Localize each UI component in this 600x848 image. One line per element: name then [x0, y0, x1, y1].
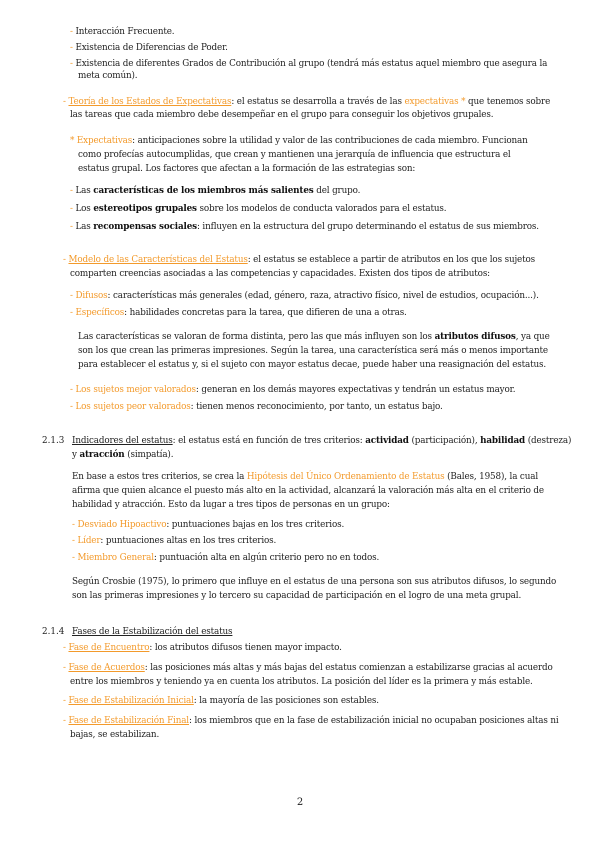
list-item: - Fase de Acuerdos: las posiciones más altas y más bajas del estatus comienzan a estabilizarse gracias al acuerdo [63, 663, 553, 673]
list-item: - Fase de Estabilización Final: los miembros que en la fase de estabilización inicial no ocupaban posiciones altas ni [63, 716, 559, 726]
status-model-line: - Modelo de las Características del Estatus: el estatus se establece a partir de atributos en los que los sujetos [63, 255, 535, 265]
paragraph-line: habilidad y atracción. Esto da lugar a tres tipos de personas en un grupo: [72, 500, 390, 510]
paragraph-line: En base a estos tres criterios, se crea la Hipótesis del Único Ordenamiento de Estatus (Bales, 1958), la cual [72, 472, 538, 482]
list-item: - Difusos: características más generales (edad, género, raza, atractivo físico, nivel de estudios, ocupación...). [70, 291, 539, 301]
list-item: - Interacción Frecuente. [70, 27, 175, 37]
section-title: Indicadores del estatus [72, 436, 173, 446]
paragraph-line: como profecías autocumplidas, que crean y mantienen una jerarquía de influencia que estructura el [78, 150, 511, 160]
list-item: - Miembro General: puntuación alta en algún criterio pero no en todos. [72, 553, 380, 563]
expectations-theory-term: Teoría de los Estados de Expectativas [68, 97, 232, 107]
page-number: 2 [296, 797, 304, 808]
paragraph-line: para establecer el estatus y, si el sujeto con mayor estatus decae, puede haber una reasignación del estatus. [78, 360, 547, 370]
list-item: - Los sujetos mejor valorados: generan en los demás mayores expectativas y tendrán un estatus mayor. [70, 385, 516, 395]
list-item: - Los sujetos peor valorados: tienen menos reconocimiento, por tanto, un estatus bajo. [70, 402, 443, 412]
expectations-theory-line: - Teoría de los Estados de Expectativas: el estatus se desarrolla a través de las expectativas * que tenemos sobre [63, 97, 551, 107]
list-item: - Fase de Encuentro: los atributos difusos tienen mayor impacto. [63, 643, 342, 653]
list-item: - Fase de Estabilización Inicial: la mayoría de las posiciones son estables. [63, 696, 379, 706]
paragraph-line: y atracción (simpatía). [72, 450, 174, 460]
paragraph-line: estatus grupal. Los factores que afectan a la formación de las estrategias son: [78, 164, 416, 174]
paragraph-line: comparten creencias asociadas a las competencias y capacidades. Existen dos tipos de atributos: [70, 269, 490, 279]
section-title: Fases de la Estabilización del estatus [72, 627, 233, 637]
list-item-continuation: meta común). [78, 71, 138, 81]
list-item: - Existencia de diferentes Grados de Contribución al grupo (tendrá más estatus aquel miembro que asegura la [70, 59, 548, 69]
expectations-note: * Expectativas: anticipaciones sobre la utilidad y valor de las contribuciones de cada miembro. Funcionan [70, 136, 528, 146]
list-item: - Las características de los miembros más salientes del grupo. [70, 186, 361, 196]
section-number: 2.1.3 [42, 436, 65, 446]
section-2-1-3-heading: Indicadores del estatus: el estatus está en función de tres criterios: actividad (participación), habilidad (destreza) [72, 436, 572, 446]
paragraph-line: Las características se valoran de forma distinta, pero las que más influyen son los atributos difusos, ya que [78, 332, 550, 342]
section-2-1-4-heading [72, 627, 232, 638]
status-model-term: Modelo de las Características del Estatus [68, 255, 248, 265]
list-item: - Líder: puntuaciones altas en los tres criterios. [72, 536, 277, 546]
paragraph-line: son los que crean las primeras impresiones. Según la tarea, una característica será más o menos importante [78, 346, 548, 356]
list-item: - Los estereotipos grupales sobre los modelos de conducta valorados para el estatus. [70, 204, 447, 214]
list-item: - Las recompensas sociales: influyen en la estructura del grupo determinando el estatus de sus miembros. [70, 222, 539, 232]
list-item: - Existencia de Diferencias de Poder. [70, 43, 228, 53]
list-item: - Específicos: habilidades concretas para la tarea, que difieren de una a otras. [70, 308, 407, 318]
paragraph-line: bajas, se estabilizan. [70, 730, 160, 740]
paragraph-line: Según Crosbie (1975), lo primero que influye en el estatus de una persona son sus atributos difusos, lo segundo [72, 577, 557, 587]
list-item: - Desviado Hipoactivo: puntuaciones bajas en los tres criterios. [72, 520, 345, 530]
paragraph-line: afirma que quien alcance el puesto más alto en la actividad, alcanzará la valoración más alta en el criterio de [72, 486, 544, 496]
paragraph-line: son las primeras impresiones y lo tercero su capacidad de participación en el logro de una meta grupal. [72, 591, 522, 601]
paragraph-line: entre los miembros y teniendo ya en cuenta los atributos. La posición del líder es la primera y más estable. [70, 677, 533, 687]
paragraph-line: las tareas que cada miembro debe desempeñar en el grupo para conseguir los objetivos grupales. [70, 110, 494, 120]
section-number: 2.1.4 [42, 627, 65, 637]
